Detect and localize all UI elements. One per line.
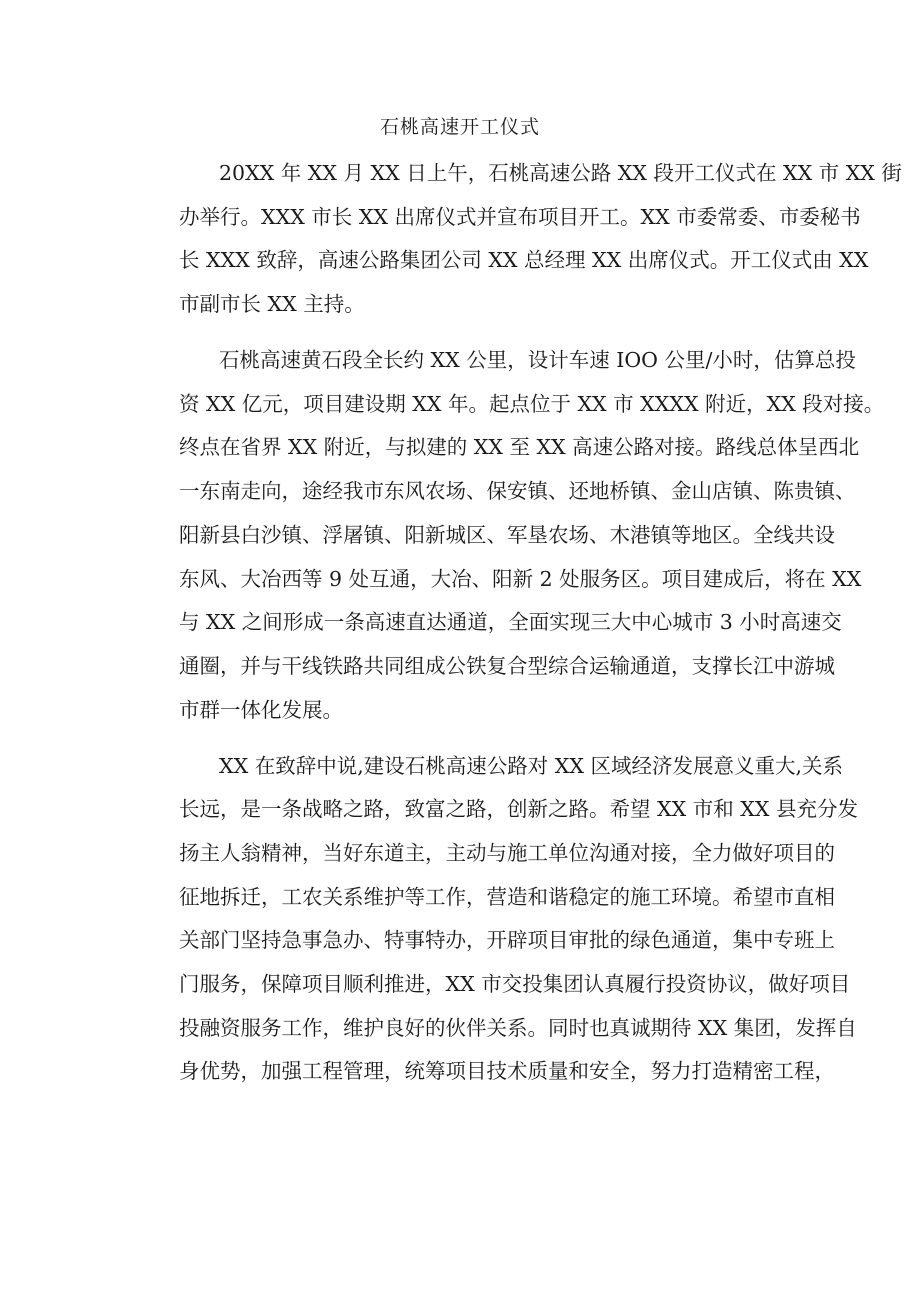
text-line: 长 XXX 致辞，高速公路集团公司 XX 总经理 XX 出席仪式。开工仪式由 XX [179,248,869,273]
text-line: 投融资服务工作，维护良好的伙伴关系。同时也真诚期待 XX 集团，发挥自 [179,1015,857,1040]
text-line: 一东南走向，途经我市东风农场、保安镇、还地桥镇、金山店镇、陈贵镇、 [179,479,856,504]
paragraph-1 [138,155,902,322]
text-line: XX 在致辞中说,建设石桃高速公路对 XX 区域经济发展意义重大,关系 [219,753,843,778]
text-line: 扬主人翁精神，当好东道主，主动与施工单位沟通对接，全力做好项目的 [179,840,835,865]
text-line: 终点在省界 XX 附近，与拟建的 XX 至 XX 高速公路对接。路线总体呈西北 [179,435,860,460]
paragraph-3 [138,748,858,1090]
text-line: 征地拆迁，工农关系维护等工作，营造和谐稳定的施工环境。希望市直相 [179,884,835,909]
paragraph-2 [138,342,885,728]
text-line: 20XX 年 XX 月 XX 日上午，石桃高速公路 XX 段开工仪式在 XX 市 XX 街 [219,161,902,185]
text-line: 身优势，加强工程管理，统筹项目技术质量和安全，努力打造精密工程， [179,1059,835,1084]
text-line: 石桃高速黄石段全长约 XX 公里，设计车速 IOO 公里/小时，估算总投 [219,348,856,373]
text-line: 办举行。XXX 市长 XX 出席仪式并宣布项目开工。XX 市委常委、市委秘书 [179,204,861,229]
text-line: 关部门坚持急事急办、特事特办，开辟项目审批的绿色通道，集中专班上 [179,928,835,953]
text-line: 资 XX 亿元，项目建设期 XX 年。起点位于 XX 市 XXXX 附近，XX 段对接。 [179,391,885,416]
text-line: 阳新县白沙镇、浮屠镇、阳新城区、军垦农场、木港镇等地区。全线共设 [179,522,835,547]
document-title: 石桃高速开工仪式 [379,116,540,138]
text-line: 东风、大冶西等 9 处互通，大冶、阳新 2 处服务区。项目建成后，将在 XX [179,566,862,591]
document-body [138,155,902,1109]
text-line: 长远，是一条战略之路，致富之路，创新之路。希望 XX 市和 XX 县充分发 [179,797,858,822]
text-line: 市副市长 XX 主持。 [179,292,365,317]
text-line: 门服务，保障项目顺利推进，XX 市交投集团认真履行投资协议，做好项目 [179,972,851,996]
text-line: 通圈，并与干线铁路共同组成公铁复合型综合运输通道，支撑长江中游城 [179,653,835,678]
text-line: 与 XX 之间形成一条高速直达通道，全面实现三大中心城市 3 小时高速交 [179,610,842,635]
text-line: 市群一体化发展。 [179,697,343,722]
